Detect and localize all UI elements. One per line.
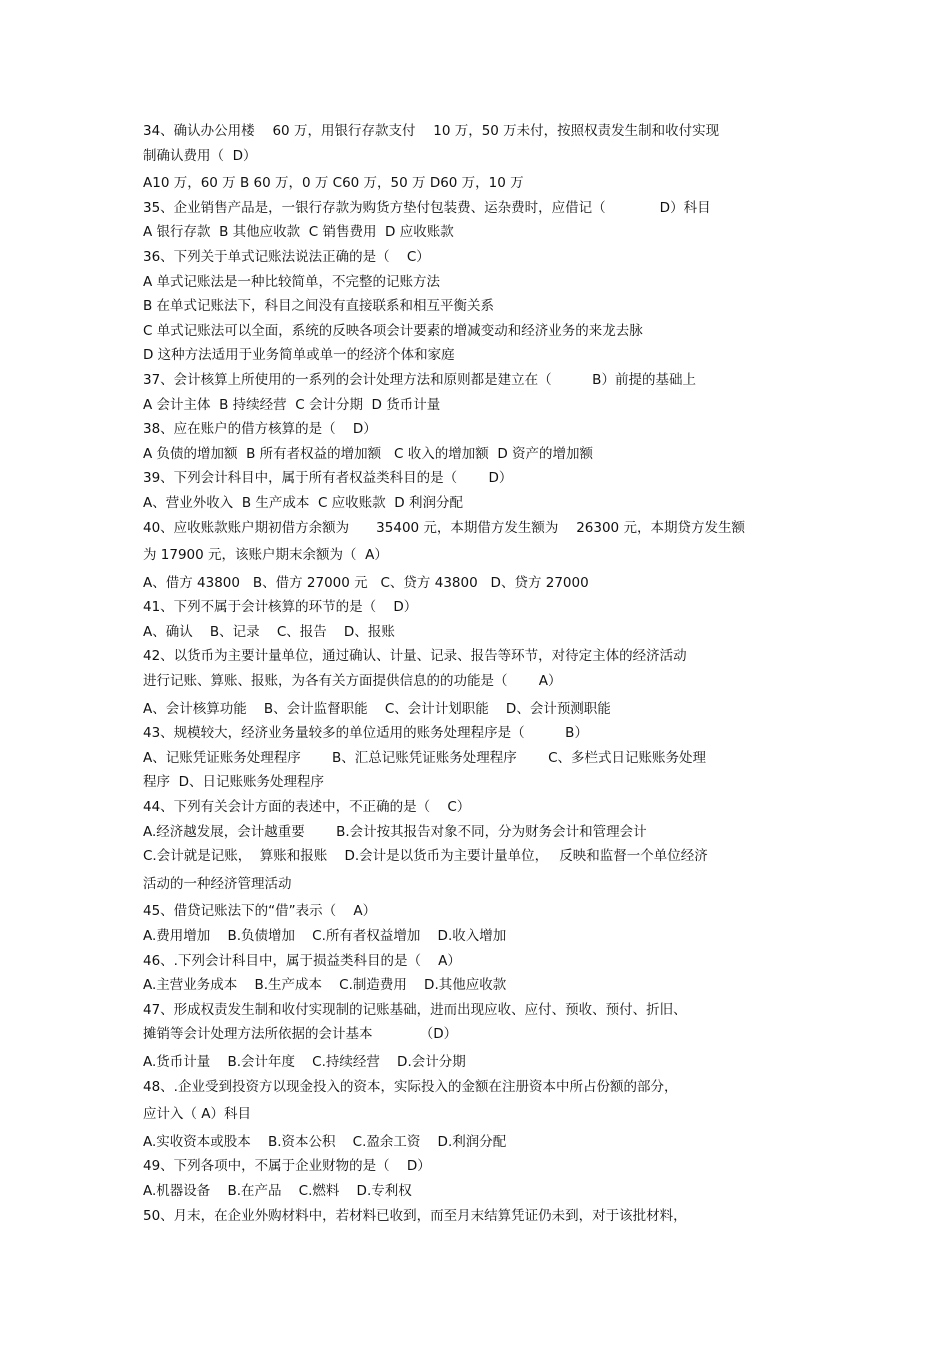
text-line: 40、应收账款账户期初借方余额为 35400 元，本期借方发生额为 26300 元，本期贷方发生额	[143, 519, 745, 536]
text-line: 38、应在账户的借方核算的是（ D）	[143, 421, 377, 438]
text-line: 49、下列各项中，不属于企业财物的是（ D）	[143, 1158, 431, 1175]
text-line: 46、.下列会计科目中，属于损益类科目的是（ A）	[143, 952, 461, 969]
text-line: 摊销等会计处理方法所依据的会计基本 （D）	[143, 1026, 458, 1043]
text-line: A.主营业务成本 B.生产成本 C.制造费用 D.其他应收款	[143, 977, 507, 994]
text-line: 程序 D、日记账账务处理程序	[143, 774, 324, 791]
text-line: 48、.企业受到投资方以现金投入的资本，实际投入的金额在注册资本中所占份额的部分，	[143, 1078, 678, 1095]
text-line: 为 17900 元，该账户期末余额为（ A）	[143, 547, 388, 564]
text-line: 活动的一种经济管理活动	[143, 875, 292, 892]
text-line: 45、借贷记账法下的“借”表示（ A）	[143, 903, 377, 920]
text-line: A.机器设备 B.在产品 C.燃料 D.专利权	[143, 1182, 412, 1199]
text-line: 37、会计核算上所使用的一系列的会计处理方法和原则都是建立在（ B）前提的基础上	[143, 371, 696, 388]
text-line: A 单式记账法是一种比较简单，不完整的记账方法	[143, 273, 441, 290]
text-line: A 会计主体 B 持续经营 C 会计分期 D 货币计量	[143, 396, 441, 413]
text-line: D 这种方法适用于业务简单或单一的经济个体和家庭	[143, 347, 455, 364]
text-line: 34、确认办公用楼 60 万，用银行存款支付 10 万，50 万未付，按照权责发生制和收付实现	[143, 123, 720, 139]
text-line: 35、企业销售产品是，一银行存款为购货方垫付包装费、运杂费时，应借记（ D）科目	[143, 199, 711, 216]
text-line: B 在单式记账法下，科目之间没有直接联系和相互平衡关系	[143, 298, 495, 315]
question-list	[143, 119, 813, 1228]
text-line: C 单式记账法可以全面，系统的反映各项会计要素的增减变动和经济业务的来龙去脉	[143, 322, 643, 339]
text-line: 41、下列不属于会计核算的环节的是（ D）	[143, 599, 418, 616]
text-line: A、确认 B、记录 C、报告 D、报账	[143, 623, 395, 640]
text-line: 36、下列关于单式记账法说法正确的是（ C）	[143, 248, 430, 265]
text-line: A.货币计量 B.会计年度 C.持续经营 D.会计分期	[143, 1053, 466, 1070]
text-line: A.费用增加 B.负债增加 C.所有者权益增加 D.收入增加	[143, 928, 507, 944]
text-line: A、会计核算功能 B、会计监督职能 C、会计计划职能 D、会计预测职能	[143, 700, 611, 717]
text-line: 制确认费用（ D）	[143, 147, 257, 164]
text-line: 进行记账、算账、报账，为各有关方面提供信息的的功能是（ A）	[143, 673, 562, 690]
text-line: 应计入（ A）科目	[143, 1106, 252, 1123]
text-line: A 银行存款 B 其他应收款 C 销售费用 D 应收账款	[143, 224, 454, 241]
text-line: 43、规模较大，经济业务量较多的单位适用的账务处理程序是（ B）	[143, 725, 588, 742]
text-line: C.会计就是记账， 算账和报账 D.会计是以货币为主要计量单位， 反映和监督一个单位经济	[143, 848, 708, 865]
text-line: A、记账凭证账务处理程序 B、汇总记账凭证账务处理程序 C、多栏式日记账账务处理	[143, 749, 707, 766]
text-line: 47、形成权责发生制和收付实现制的记账基础，进而出现应收、应付、预收、预付、折旧、	[143, 1001, 687, 1018]
text-line: A、借方 43800 B、借方 27000 元 C、贷方 43800 D、贷方 27000	[143, 574, 589, 591]
text-line: A10 万，60 万 B 60 万，0 万 C60 万，50 万 D60 万，10 万	[143, 175, 524, 192]
text-line: A、营业外收入 B 生产成本 C 应收账款 D 利润分配	[143, 494, 463, 511]
text-line: A.经济越发展，会计越重要 B.会计按其报告对象不同，分为财务会计和管理会计	[143, 823, 647, 840]
text-line: 50、月末，在企业外购材料中，若材料已收到，而至月末结算凭证仍未到，对于该批材料，	[143, 1207, 687, 1224]
text-line: A.实收资本或股本 B.资本公积 C.盈余工资 D.利润分配	[143, 1133, 507, 1150]
text-line: A 负债的增加额 B 所有者权益的增加额 C 收入的增加额 D 资产的增加额	[143, 445, 594, 462]
text-line: 42、以货币为主要计量单位，通过确认、计量、记录、报告等环节，对待定主体的经济活动	[143, 648, 687, 665]
text-line: 39、下列会计科目中，属于所有者权益类科目的是（ D）	[143, 470, 513, 487]
text-line: 44、下列有关会计方面的表述中，不正确的是（ C）	[143, 799, 471, 816]
